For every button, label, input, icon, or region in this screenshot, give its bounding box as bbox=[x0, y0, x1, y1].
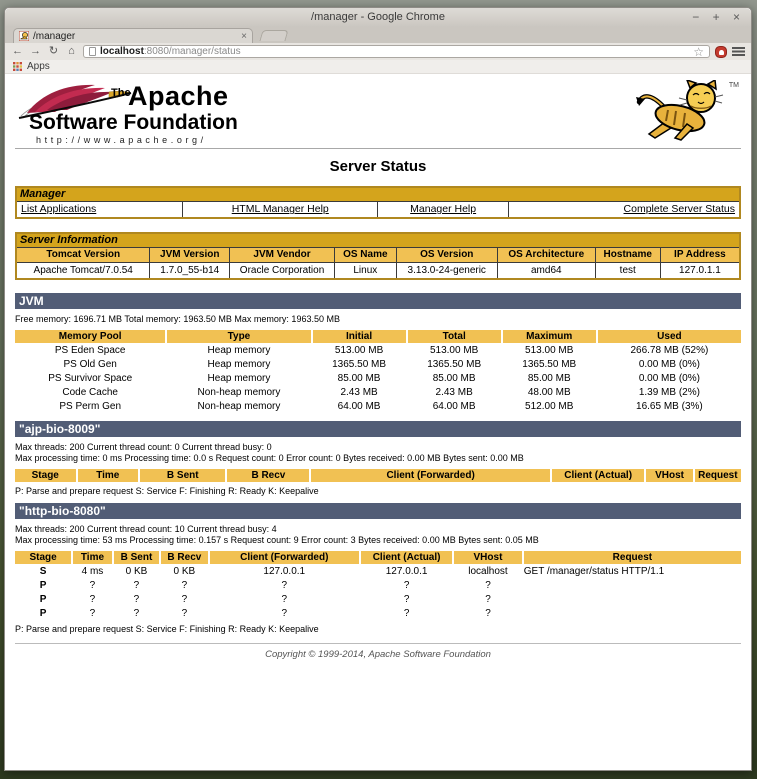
ajp-threads-line: Max threads: 200 Current thread count: 0 Current thread busy: 0 bbox=[15, 442, 272, 452]
column-header: OS Name bbox=[335, 247, 397, 262]
column-header: Maximum bbox=[503, 330, 596, 343]
table-cell: Code Cache bbox=[62, 387, 118, 398]
table-cell: 64.00 MB bbox=[337, 401, 381, 412]
table-cell bbox=[524, 593, 741, 606]
table-cell: 1365.50 MB bbox=[427, 359, 482, 370]
table-cell: ? bbox=[485, 594, 491, 605]
column-header: Client (Forwarded) bbox=[311, 469, 550, 482]
table-row bbox=[15, 579, 741, 592]
table-cell: Heap memory bbox=[207, 373, 271, 384]
table-cell: ? bbox=[181, 580, 188, 591]
column-header: IP Address bbox=[660, 247, 740, 262]
close-button[interactable]: × bbox=[732, 10, 740, 24]
column-header: Client (Forwarded) bbox=[210, 551, 360, 564]
http-header-row bbox=[15, 551, 741, 564]
column-header: Request bbox=[524, 551, 741, 564]
window-titlebar[interactable] bbox=[5, 8, 751, 27]
page-icon bbox=[89, 47, 96, 56]
new-tab-button[interactable] bbox=[259, 30, 288, 41]
server-info-header-row bbox=[16, 247, 740, 262]
table-cell: 127.0.0.1 bbox=[263, 566, 306, 577]
table-cell: localhost bbox=[468, 566, 508, 577]
page-content bbox=[5, 75, 751, 770]
table-cell: 0.00 MB (0%) bbox=[638, 373, 700, 384]
table-cell: ? bbox=[181, 608, 188, 619]
browser-toolbar bbox=[5, 43, 751, 60]
tab-manager[interactable] bbox=[13, 28, 253, 43]
hostname-value: test bbox=[595, 262, 660, 279]
trademark-label: TM bbox=[728, 82, 739, 89]
os-version-value: 3.13.0-24-generic bbox=[396, 262, 497, 279]
column-header: B Sent bbox=[114, 551, 160, 564]
jvm-vendor-value: Oracle Corporation bbox=[230, 262, 335, 279]
column-header: VHost bbox=[646, 469, 692, 482]
table-cell: ? bbox=[133, 580, 140, 591]
table-cell: ? bbox=[89, 608, 96, 619]
apps-grid-icon bbox=[13, 62, 22, 71]
table-cell: 64.00 MB bbox=[432, 401, 476, 412]
adblock-extension-icon[interactable] bbox=[715, 46, 727, 58]
table-cell: 127.0.0.1 bbox=[385, 566, 428, 577]
column-header: OS Version bbox=[396, 247, 497, 262]
http-threads-line: Max threads: 200 Current thread count: 10 Current thread busy: 4 bbox=[15, 524, 277, 534]
table-cell: 4 ms bbox=[81, 566, 104, 577]
logo-header bbox=[15, 80, 741, 146]
footer-divider bbox=[15, 643, 741, 644]
server-info-table bbox=[15, 232, 741, 280]
table-cell: ? bbox=[133, 594, 140, 605]
column-header: Stage bbox=[15, 551, 71, 564]
table-cell: ? bbox=[403, 594, 410, 605]
table-cell: GET /manager/status HTTP/1.1 bbox=[523, 566, 665, 577]
table-cell: 85.00 MB bbox=[527, 373, 571, 384]
table-cell: PS Perm Gen bbox=[59, 401, 122, 412]
column-header: Tomcat Version bbox=[16, 247, 150, 262]
table-cell: P bbox=[39, 608, 47, 619]
table-cell: PS Eden Space bbox=[54, 345, 126, 356]
table-row bbox=[15, 344, 741, 357]
page-title: Server Status bbox=[329, 158, 427, 175]
browser-window bbox=[4, 7, 752, 771]
column-header: VHost bbox=[454, 551, 522, 564]
table-cell: 0 KB bbox=[125, 566, 148, 577]
ajp-stats bbox=[15, 442, 741, 464]
link-manager-help[interactable]: Manager Help bbox=[410, 203, 477, 216]
memory-pool-header-row bbox=[15, 330, 741, 343]
table-cell: 0 KB bbox=[173, 566, 196, 577]
table-cell: ? bbox=[281, 594, 288, 605]
column-header: Type bbox=[167, 330, 310, 343]
table-cell: Non-heap memory bbox=[197, 387, 281, 398]
link-html-manager-help[interactable]: HTML Manager Help bbox=[231, 203, 329, 216]
logo-the: The bbox=[111, 87, 131, 99]
table-row bbox=[15, 400, 741, 413]
tomcat-favicon-icon bbox=[19, 31, 29, 41]
http-connector-title: "http-bio-8080" bbox=[15, 503, 741, 519]
column-header: Time bbox=[78, 469, 139, 482]
home-icon[interactable]: ⌂ bbox=[68, 45, 75, 57]
table-cell: 85.00 MB bbox=[337, 373, 381, 384]
tomcat-logo bbox=[635, 80, 727, 144]
ajp-header-row bbox=[15, 469, 741, 482]
logo-software-foundation: Software Foundation bbox=[29, 111, 238, 134]
column-header: Request bbox=[695, 469, 741, 482]
table-cell: ? bbox=[485, 580, 491, 591]
table-row bbox=[15, 372, 741, 385]
ip-address-value: 127.0.1.1 bbox=[660, 262, 740, 279]
table-cell: 1365.50 MB bbox=[522, 359, 577, 370]
table-cell: 512.00 MB bbox=[525, 401, 574, 412]
table-cell: P bbox=[39, 594, 47, 605]
column-header: JVM Version bbox=[150, 247, 230, 262]
bookmarks-bar bbox=[5, 60, 751, 74]
forward-icon[interactable]: → bbox=[30, 45, 41, 57]
back-icon[interactable]: ← bbox=[12, 45, 23, 57]
ajp-processing-line: Max processing time: 0 ms Processing time: 0.0 s Request count: 0 Error count: 0 Bytes received: 0.00 MB Bytes sent: 0.00 MB bbox=[15, 453, 524, 463]
table-row bbox=[15, 607, 741, 620]
table-row bbox=[15, 593, 741, 606]
tab-strip bbox=[5, 27, 751, 43]
ajp-requests-table bbox=[13, 468, 743, 483]
table-row bbox=[15, 358, 741, 371]
table-cell: PS Old Gen bbox=[63, 359, 117, 370]
table-cell: ? bbox=[485, 608, 491, 619]
memory-pool-table bbox=[13, 329, 743, 414]
ajp-connector-title: "ajp-bio-8009" bbox=[15, 421, 741, 437]
header-divider bbox=[15, 148, 741, 149]
table-cell: Heap memory bbox=[207, 359, 271, 370]
url-text bbox=[100, 46, 241, 57]
table-cell: 0.00 MB (0%) bbox=[638, 359, 700, 370]
tomcat-version-value: Apache Tomcat/7.0.54 bbox=[16, 262, 150, 279]
table-cell: 1365.50 MB bbox=[332, 359, 387, 370]
table-cell: 48.00 MB bbox=[527, 387, 571, 398]
jvm-version-value: 1.7.0_55-b14 bbox=[150, 262, 230, 279]
table-cell: ? bbox=[403, 608, 410, 619]
apps-shortcut[interactable]: Apps bbox=[27, 61, 50, 72]
table-cell: 2.43 MB bbox=[435, 387, 473, 398]
table-cell: Heap memory bbox=[207, 345, 271, 356]
column-header: Stage bbox=[15, 469, 76, 482]
http-stats bbox=[15, 524, 741, 546]
column-header: OS Architecture bbox=[497, 247, 595, 262]
logo-url: http://www.apache.org/ bbox=[36, 135, 207, 145]
table-cell: ? bbox=[89, 580, 96, 591]
table-cell bbox=[524, 607, 741, 620]
column-header: Total bbox=[408, 330, 501, 343]
tab-label: /manager bbox=[33, 30, 76, 42]
table-cell: 513.00 MB bbox=[429, 345, 479, 356]
manager-nav-table bbox=[15, 186, 741, 219]
window-title: /manager - Google Chrome bbox=[311, 11, 445, 23]
table-cell: ? bbox=[281, 608, 288, 619]
table-cell: PS Survivor Space bbox=[48, 373, 133, 384]
jvm-memory-summary: Free memory: 1696.71 MB Total memory: 1963.50 MB Max memory: 1963.50 MB bbox=[15, 314, 340, 324]
http-stage-legend: P: Parse and prepare request S: Service F: Finishing R: Ready K: Keepalive bbox=[15, 624, 319, 634]
column-header: B Recv bbox=[161, 551, 207, 564]
os-arch-value: amd64 bbox=[497, 262, 595, 279]
table-cell: ? bbox=[403, 580, 410, 591]
table-cell: 2.43 MB bbox=[340, 387, 378, 398]
table-cell: 1.39 MB (2%) bbox=[638, 387, 700, 398]
table-cell: ? bbox=[89, 594, 96, 605]
url-host: localhost bbox=[100, 46, 144, 57]
link-complete-server-status[interactable]: Complete Server Status bbox=[623, 203, 735, 216]
table-cell: Non-heap memory bbox=[197, 401, 281, 412]
copyright-notice: Copyright © 1999-2014, Apache Software Foundation bbox=[265, 649, 491, 660]
os-name-value: Linux bbox=[335, 262, 397, 279]
table-cell bbox=[524, 579, 741, 592]
column-header: Client (Actual) bbox=[552, 469, 645, 482]
table-cell: S bbox=[39, 566, 47, 577]
table-row bbox=[15, 565, 741, 578]
table-cell: P bbox=[39, 580, 47, 591]
column-header: Client (Actual) bbox=[361, 551, 452, 564]
column-header: JVM Vendor bbox=[230, 247, 335, 262]
column-header: B Sent bbox=[140, 469, 225, 482]
table-cell: 266.78 MB (52%) bbox=[630, 345, 709, 356]
manager-links-row bbox=[16, 201, 740, 218]
table-cell: 85.00 MB bbox=[432, 373, 476, 384]
minimize-button[interactable]: − bbox=[692, 10, 700, 24]
maximize-button[interactable]: + bbox=[712, 10, 720, 24]
table-cell: 513.00 MB bbox=[334, 345, 384, 356]
table-cell: 16.65 MB (3%) bbox=[636, 401, 703, 412]
table-cell: 513.00 MB bbox=[525, 345, 574, 356]
tab-close-icon[interactable]: × bbox=[241, 30, 247, 42]
link-list-applications[interactable]: List Applications bbox=[21, 203, 97, 216]
jvm-section-title: JVM bbox=[15, 293, 741, 309]
table-cell: ? bbox=[181, 594, 188, 605]
column-header: Initial bbox=[313, 330, 406, 343]
table-cell: ? bbox=[281, 580, 288, 591]
column-header: Used bbox=[598, 330, 741, 343]
column-header: Hostname bbox=[595, 247, 660, 262]
table-cell: ? bbox=[133, 608, 140, 619]
address-bar[interactable] bbox=[83, 45, 710, 58]
http-processing-line: Max processing time: 53 ms Processing time: 0.157 s Request count: 9 Error count: 3 Bytes received: 0.00 MB Bytes sent: 0.05 MB bbox=[15, 535, 539, 545]
server-info-section-title: Server Information bbox=[16, 233, 740, 247]
http-requests-table bbox=[13, 550, 743, 621]
url-path: :8080/manager/status bbox=[143, 46, 241, 57]
column-header: Memory Pool bbox=[15, 330, 165, 343]
column-header: B Recv bbox=[227, 469, 309, 482]
table-row bbox=[15, 386, 741, 399]
logo-apache: Apache bbox=[128, 81, 229, 111]
bookmark-star-icon[interactable]: ☆ bbox=[693, 44, 704, 59]
window-controls bbox=[687, 8, 745, 26]
server-info-data-row bbox=[16, 262, 740, 279]
column-header: Time bbox=[73, 551, 111, 564]
reload-icon[interactable]: ↻ bbox=[48, 45, 59, 57]
manager-section-title: Manager bbox=[16, 187, 740, 201]
chrome-menu-icon[interactable] bbox=[732, 47, 745, 56]
ajp-stage-legend: P: Parse and prepare request S: Service F: Finishing R: Ready K: Keepalive bbox=[15, 486, 319, 496]
